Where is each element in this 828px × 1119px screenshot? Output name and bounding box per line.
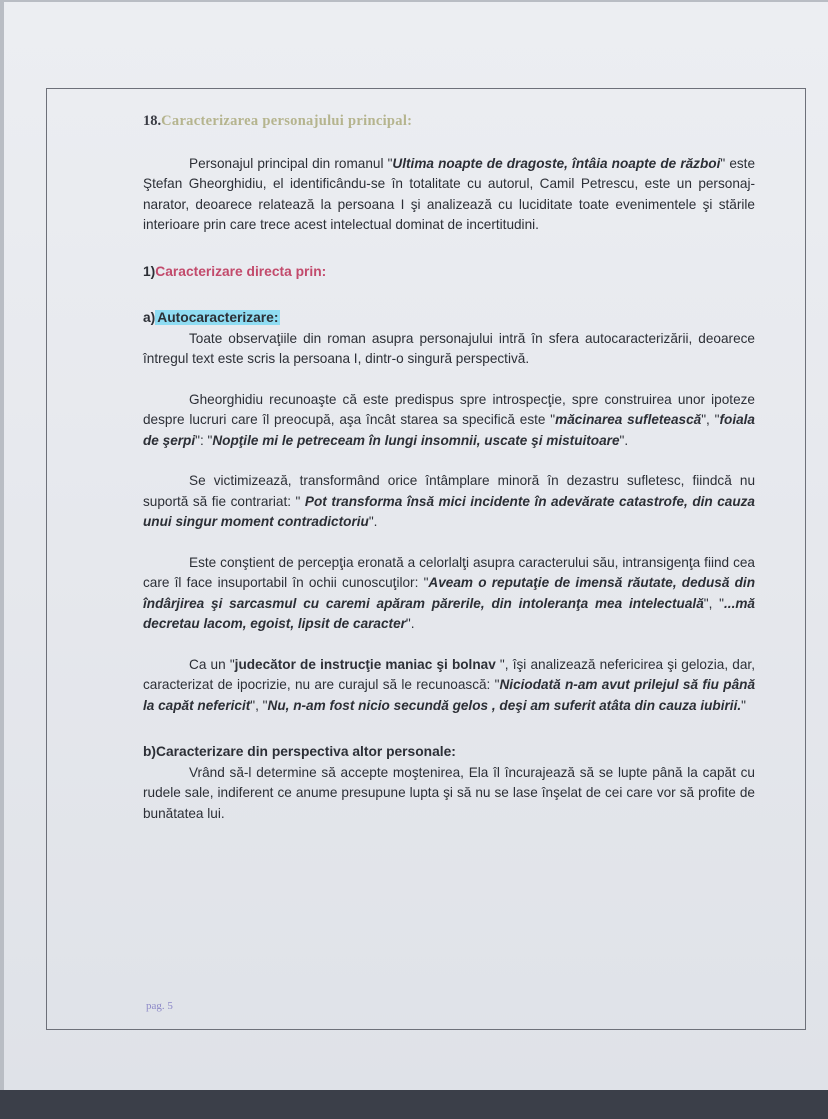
document-page	[4, 2, 828, 1092]
paragraph-a4: Este conştient de percepţia eronată a celorlalţi asupra caracterului său, intransigenţa fiind cea care îl face insuportabil în ochii cunoscuţilor: "Aveam o reputaţie de imensă răutate, dedusă din îndârjirea şi sarcasmul cu caremi apăram părerile, din intoleranţa mea intelectuală", "...mă decretau lacom, egoist, lipsit de caracter".	[143, 554, 756, 631]
paragraph-a5: Ca un "judecător de instrucţie maniac şi bolnav ", îşi analizează nefericirea şi gelozia, dar, caracterizat de ipocrizie, nu are curajul să le recunoască: "Niciodată n-am avut prilejul să fiu până la capăt nefericit", "Nu, n-am fost nicio secundă gelos , deşi am suferit atâta din cauza iubirii."	[143, 656, 756, 713]
paragraph-a3: Se victimizează, transformând orice întâmplare minoră în dezastru sufletesc, fiindcă nu suportă să fie contrariat: " Pot transforma însă mici incidente în adevărate catastrofe, din cauza unui singur moment contradictoriu".	[143, 473, 755, 529]
page-number: pag. 5	[146, 1000, 173, 1012]
page-border	[46, 88, 806, 1030]
highlighted-title: Autocaracterizare:	[157, 310, 279, 325]
novel-title: Ultima noapte de dragoste, întâia noapte de război	[392, 155, 721, 171]
quote: Pot transforma însă mici incidente în adevărate catastrofe, din cauza unui singur moment contradictoriu	[143, 493, 755, 529]
page-content	[143, 111, 755, 824]
subsection-b-heading: b)Caracterizare din perspectiva altor personale:	[143, 744, 456, 759]
subsection-a-heading: a) Autocaracterizare:	[143, 310, 279, 325]
quote: foiala de şerpi	[143, 412, 755, 448]
paragraph-a2: Gheorghidiu recunoaşte că este predispus spre introspecţie, spre construirea unor ipoteze despre lucruri care îl preocupă, aşa încât starea sa specifică este "măcinarea sufletească", "foiala de şerpi": "Nopţile mi le petreceam în lungi insomnii, uscate şi mistuitoare".	[143, 391, 755, 448]
section1-title: Caracterizare directa prin:	[155, 263, 327, 279]
quote: Nopţile mi le petreceam în lungi insomnii, uscate şi mistuitoare	[212, 432, 620, 448]
section-heading	[143, 111, 755, 132]
intro-paragraph: Personajul principal din romanul "Ultima noapte de dragoste, întâia noapte de război" este Ştefan Gheorghidiu, el identificându-se în totalitate cu autorul, Camil Petrescu, este un personaj-narator, deoarece relatează la persoana I şi analizează cu luciditate toate evenimentele şi stările interioare prin care trece acest intelectual dominat de incertitudini.	[143, 155, 756, 232]
quote: Niciodată n-am avut prilejul să fiu până la capăt nefericit	[143, 677, 756, 713]
quote: Nu, n-am fost nicio secundă gelos , deşi am suferit atâta din cauza iubirii.	[267, 697, 742, 713]
quote: judecător de instrucţie maniac şi bolnav	[234, 656, 496, 672]
quote: ...mă decretau lacom, egoist, lipsit de caracter	[143, 595, 755, 631]
paragraph-a1: Toate observaţiile din roman asupra personajului intră în sfera autocaracterizării, deoarece întregul text este scris la persoana I, dintr-o singură perspectivă.	[143, 330, 755, 366]
section1-heading: 1)Caracterizare directa prin:	[143, 263, 327, 279]
heading-title: Caracterizarea personajului principal:	[161, 113, 413, 129]
table-edge	[0, 1090, 828, 1119]
quote: măcinarea sufletească	[555, 412, 702, 427]
heading-number: 18.	[143, 113, 162, 129]
quote: Aveam o reputaţie de imensă răutate, dedusă din îndârjirea şi sarcasmul cu caremi apăram părerile, din intoleranţa mea intelectuală	[143, 575, 756, 611]
paragraph-b1: Vrând să-l determine să accepte moştenirea, Ela îl încurajează să se lupte până la capăt cu rudele sale, indiferent ce anume presupune lupta şi să nu se lase înşelat de cei care vor să profite de bunătatea lui.	[143, 764, 755, 821]
